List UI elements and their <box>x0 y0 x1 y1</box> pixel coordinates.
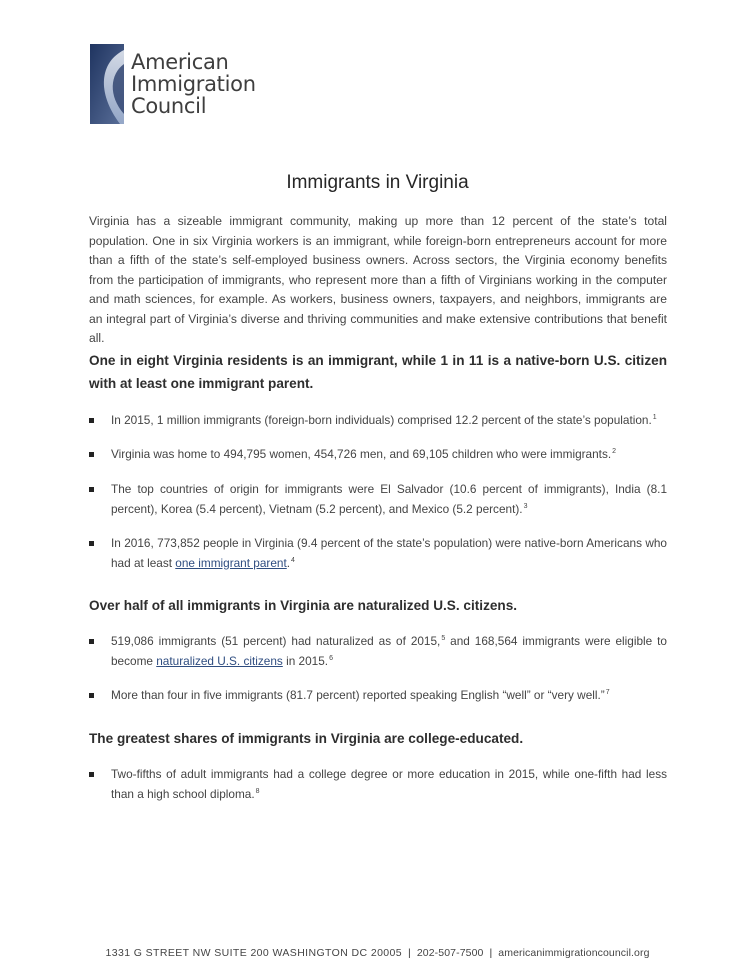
footnote-ref[interactable]: 6 <box>329 654 333 662</box>
bullet-marker <box>89 452 94 457</box>
section-heading-residents: One in eight Virginia residents is an immigrant, while 1 in 11 is a native-born U.S. citizen with at least one immigrant parent. <box>89 353 667 391</box>
organization-logo <box>90 44 256 126</box>
footnote-ref[interactable]: 5 <box>441 635 446 642</box>
page-title: Immigrants in Virginia <box>286 172 469 193</box>
bullet-marker <box>89 693 94 698</box>
footnote-ref[interactable]: 1 <box>652 414 657 421</box>
footer-separator: | <box>408 947 411 959</box>
footnote-ref[interactable]: 3 <box>523 502 528 510</box>
list-item: Virginia was home to 494,795 women, 454,726 men, and 69,105 children who were immigrants.$^2$ <box>89 445 667 465</box>
immigrant-parent-link[interactable]: one immigrant parent <box>175 555 287 570</box>
footer-phone: 202-507-7500 <box>416 947 484 959</box>
list-item: In 2016, 773,852 people in Virginia (9.4 percent of the state’s population) were native-born Americans who had at least one immigrant parent.$^4$ <box>89 534 667 573</box>
intro-paragraph: Virginia has a sizeable immigrant community, making up more than 12 percent of the state’s total population. One in six Virginia workers is an immigrant, while foreign-born entrepreneurs account for more than a fifth of the state’s self-employed business owners. Across sectors, the Virginia economy benefits from the participation of immigrants, who represent more than a fifth of Virginians working in the computer and math sciences, for example. As workers, business owners, taxpayers, and neighbors, immigrants are an integral part of Virginia’s diverse and thriving communities and make extensive contributions that benefit all. <box>89 214 667 345</box>
footer-website-link[interactable]: americanimmigrationcouncil.org <box>498 947 650 959</box>
footnote-ref[interactable]: 7 <box>605 689 610 696</box>
list-item: 519,086 immigrants (51 percent) had naturalized as of 2015,$^5$ and 168,564 immigrants were eligible to become naturalized U.S. citizens in 2015.$^6$ <box>89 632 667 671</box>
page-footer <box>0 947 755 959</box>
logo-wordmark: American Immigration Council <box>131 50 256 118</box>
footnote-ref[interactable]: 8 <box>255 787 260 795</box>
section-heading-naturalized: Over half of all immigrants in Virginia are naturalized U.S. citizens. <box>89 598 518 613</box>
list-item: Two-fifths of adult immigrants had a college degree or more education in 2015, while one-fifth had less than a high school diploma.$^8$ <box>89 765 667 804</box>
footnote-ref[interactable]: 2 <box>612 448 617 455</box>
naturalized-citizens-link[interactable]: naturalized U.S. citizens <box>156 653 283 668</box>
list-item: In 2015, 1 million immigrants (foreign-born individuals) comprised 12.2 percent of the state’s population.$^1$ <box>89 411 667 431</box>
bullet-marker <box>89 639 94 644</box>
section-heading-education: The greatest shares of immigrants in Virginia are college-educated. <box>89 731 524 746</box>
bullet-marker <box>89 541 94 546</box>
logo-swoosh-icon <box>90 44 124 124</box>
footer-separator: | <box>489 947 493 959</box>
footer-address: 1331 G STREET NW SUITE 200 WASHINGTON DC 20005 <box>105 947 403 959</box>
list-item: The top countries of origin for immigrants were El Salvador (10.6 percent of immigrants), India (8.1 percent), Korea (5.4 percent), Vietnam (5.2 percent), and Mexico (5.2 percent).$^3$ <box>89 480 667 519</box>
bullet-marker <box>89 487 94 492</box>
list-item: More than four in five immigrants (81.7 percent) reported speaking English “well” or “very well.”$^7$ <box>89 686 667 706</box>
footnote-ref[interactable]: 4 <box>291 556 295 564</box>
bullet-marker <box>89 772 94 777</box>
bullet-marker <box>89 418 94 423</box>
